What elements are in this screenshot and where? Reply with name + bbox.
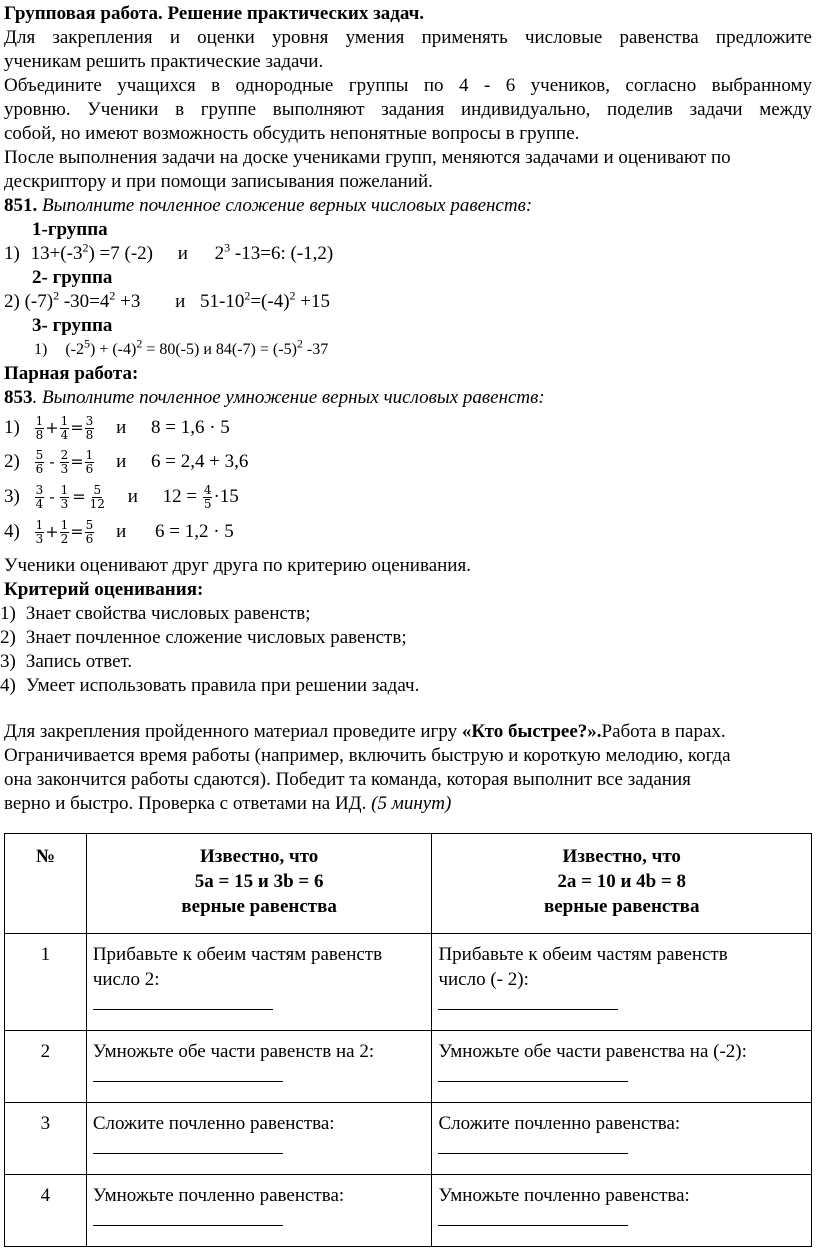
group-1-label: 1-группа [32,219,108,240]
task-851 [4,194,532,218]
answer-blank[interactable] [438,995,618,1010]
group-2-item-num: 2) [4,291,20,312]
group-1-item-num: 1) [4,243,20,264]
peer-evaluation: Ученики оценивают друг друга по критерию оценивания. [4,555,471,576]
group-1-eq-1: $13+(-3^2) =7$ (-2) [30,240,153,264]
after-line-2: дескриптору и при помощи записывания пожеланий. [4,171,433,192]
group-2-label: 2- группа [32,267,113,288]
tasks-table [4,833,812,1247]
group-2-eq-1: $(-7)^2$ $-30=4^2 +3$ [24,288,141,312]
groups-line-1: Объедините учащихся в однородные группы по 4 - 6 учеников, согласно выбранному [4,75,812,96]
group-2-eq-2: $51-10^2=(-4)^2 +15$ [200,288,330,312]
header-num: № [5,834,87,934]
criteria-title: Критерий оценивания: [4,579,204,600]
table-row: 4 Умножьте почленно равенства: Умножьте почленно равенства: [5,1175,812,1247]
game-line-2: Ограничивается время работы (например, включить быструю и короткую мелодию, когда [4,745,731,766]
pair-item-3: 3) $\frac{3}{4}$ - $\frac{1}{3}$ = $\frac{5}{12}$ и 12 = $\frac{4}{5}$ ·15 [4,483,239,512]
criteria-item: 1) Знает свойства числовых равенств; [0,603,311,624]
task-853-number: 853 [4,387,33,408]
after-line-1: После выполнения задачи на доске учениками групп, меняются задачами и оценивают по [4,147,731,168]
group-2-conj: и [175,291,186,312]
table-row: 2 Умножьте обе части равенств на 2: Умножьте обе части равенства на (-2): [5,1031,812,1103]
groups-line-3: собой, но имеют возможность обсудить непонятные вопросы в группе. [4,123,580,144]
intro-line-1: Для закрепления и оценки уровня умения применять числовые равенства предложите [4,27,812,48]
group-1-conj: и [177,243,188,264]
criteria-item: 4) Умеет использовать правила при решении задач. [0,675,420,696]
task-853 [4,386,545,410]
group-3-equations [34,338,328,362]
table-row: 1 Прибавьте к обеим частям равенств число 2: Прибавьте к обеим частям равенств число (- 2): [5,934,812,1031]
intro-line-2: ученикам решить практические задачи. [4,51,324,72]
task-851-number: 851. [4,195,38,216]
group-1-eq-2: $2^3$ -13=6: (-1,2) [214,240,334,264]
answer-blank[interactable] [93,1211,283,1226]
group-1-equations [4,242,333,266]
table-row: 3 Сложите почленно равенства: Сложите почленно равенства: [5,1103,812,1175]
pair-item-2: 2) $\frac{5}{6}$ - $\frac{2}{3}$ = $\frac{1}{6}$ и 6 = 2,4 + 3,6 [4,448,249,477]
answer-blank[interactable] [93,1139,283,1154]
groups-line-2: уровню. Ученики в группе выполняют задания индивидуально, поделив задачи между [4,99,812,120]
pair-work-title: Парная работа: [4,363,139,384]
task-853-text: . Выполните почленное умножение верных числовых равенств: [32,387,545,408]
answer-blank[interactable] [93,1067,283,1082]
answer-blank[interactable] [438,1067,628,1082]
answer-blank[interactable] [93,995,273,1010]
game-line-4: верно и быстро. Проверка с ответами на ИД. (5 минут) [4,793,452,814]
pair-item-4: 4) $\frac{1}{3}$ + $\frac{1}{2}$ = $\frac{5}{6}$ и 6 = 1,2 · 5 [4,518,234,547]
group-3-item-num: 1) [34,341,48,358]
answer-blank[interactable] [438,1211,628,1226]
answer-blank[interactable] [438,1139,628,1154]
header-col-2: Известно, что 2а = 10 и 4b = 8 верные равенства [432,834,812,934]
pair-item-1: 1) $\frac{1}{8}$ + $\frac{1}{4}$ = $\frac{3}{8}$ и 8 = 1,6 · 5 [4,414,230,443]
group-3-eq: $(-2^5) + (-4)^2 = 80(-5)$ и $84(-7) = (-5)^2$ -37 [65,336,329,358]
criteria-item: 3) Запись ответ. [0,651,133,672]
group-2-equations [4,290,330,314]
group-3-label: 3- группа [32,315,113,336]
task-851-text: Выполните почленное сложение верных числовых равенств: [42,195,533,216]
header-col-1: Известно, что 5а = 15 и 3b = 6 верные равенства [86,834,432,934]
game-line-3: она закончится работы сдаются). Победит та команда, которая выполнит все задания [4,769,691,790]
criteria-item: 2) Знает почленное сложение числовых равенств; [0,627,407,648]
page-title: Групповая работа. Решение практических задач. [4,3,425,24]
game-line-1: Для закрепления пройденного материал проведите игру «Кто быстрее?».Работа в парах. [4,721,726,742]
table-header-row [5,834,812,934]
